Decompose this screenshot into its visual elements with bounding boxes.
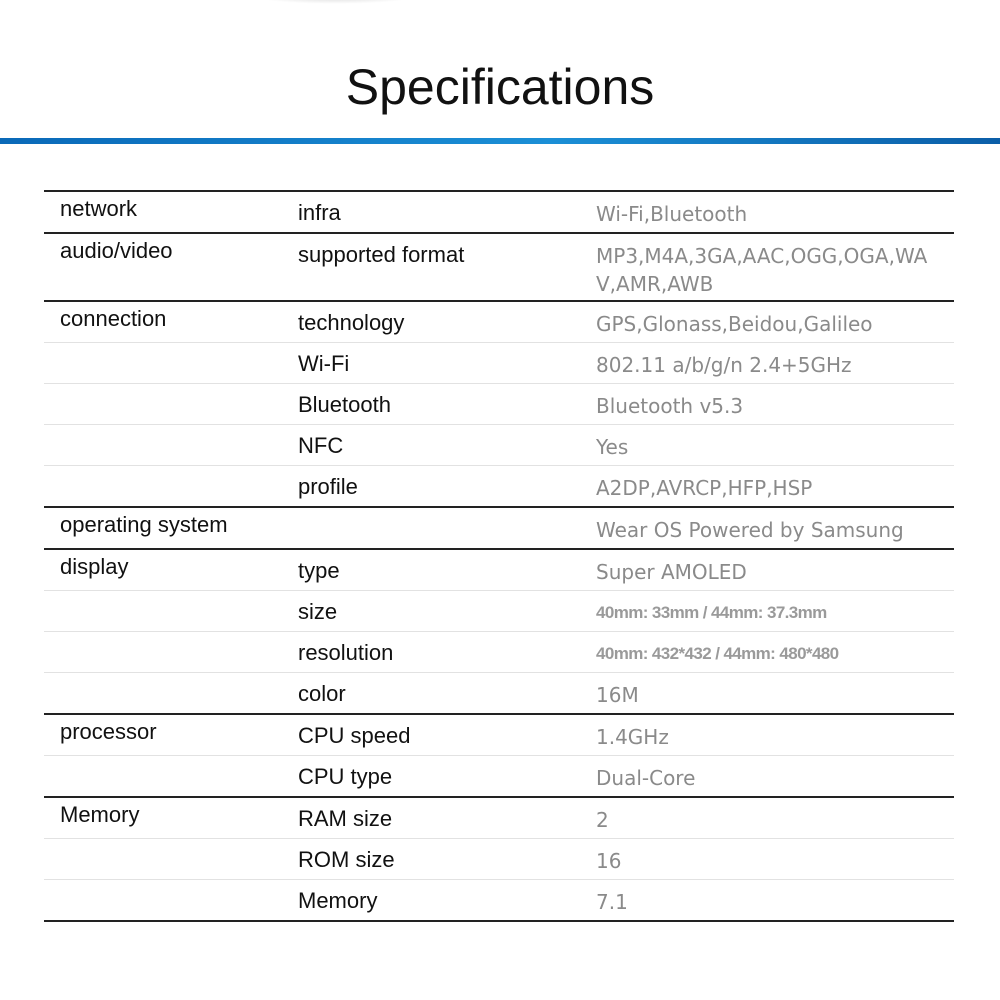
spec-row: [44, 879, 954, 920]
spec-row: [44, 508, 954, 548]
attribute-value: Yes: [596, 435, 629, 459]
attribute-label: NFC: [298, 433, 344, 458]
spec-row: [44, 715, 954, 755]
attribute-value: 7.1: [596, 890, 628, 914]
category-label: display: [60, 554, 129, 579]
spec-row: [44, 590, 954, 631]
spec-group-display: [44, 548, 954, 713]
category-label: network: [60, 196, 138, 221]
attribute-label: profile: [298, 474, 358, 499]
spec-row: [44, 798, 954, 838]
attribute-label: size: [298, 599, 338, 624]
spec-row: [44, 383, 954, 424]
attribute-value: MP3,M4A,3GA,AAC,OGG,OGA,WAV,AMR,AWB: [596, 244, 928, 296]
attribute-label: Memory: [298, 888, 378, 913]
attribute-label: CPU type: [298, 764, 393, 789]
spec-row: [44, 631, 954, 672]
category-label: processor: [60, 719, 157, 744]
spec-group-operating-system: [44, 506, 954, 548]
category-label: Memory: [60, 802, 140, 827]
attribute-value: 802.11 a/b/g/n 2.4+5GHz: [596, 353, 852, 377]
attribute-value: 1.4GHz: [596, 725, 669, 749]
attribute-label: Wi-Fi: [298, 351, 350, 376]
attribute-value: 16M: [596, 683, 639, 707]
spec-row: [44, 302, 954, 342]
spec-row: [44, 465, 954, 506]
attribute-label: Bluetooth: [298, 392, 391, 417]
attribute-label: color: [298, 681, 346, 706]
spec-row: [44, 755, 954, 796]
category-label: connection: [60, 306, 167, 331]
page-title: Specifications: [345, 59, 655, 115]
attribute-value: 40mm: 432*432 / 44mm: 480*480: [596, 644, 839, 663]
attribute-value: 16: [596, 849, 622, 873]
spec-row: [44, 192, 954, 232]
attribute-value: A2DP,AVRCP,HFP,HSP: [596, 476, 813, 500]
attribute-value: Dual-Core: [596, 766, 696, 790]
attribute-label: supported format: [298, 242, 465, 267]
attribute-value: 40mm: 33mm / 44mm: 37.3mm: [596, 603, 827, 622]
spec-row: [44, 234, 954, 300]
spec-group-processor: [44, 713, 954, 796]
spec-group-memory: [44, 796, 954, 922]
attribute-label: infra: [298, 200, 341, 225]
attribute-value: Super AMOLED: [596, 560, 747, 584]
attribute-value: Wi-Fi,Bluetooth: [596, 202, 748, 226]
attribute-label: CPU speed: [298, 723, 411, 748]
attribute-value: GPS,Glonass,Beidou,Galileo: [596, 312, 873, 336]
attribute-label: RAM size: [298, 806, 393, 831]
attribute-label: ROM size: [298, 847, 395, 872]
spec-group-connection: [44, 300, 954, 506]
spec-row: [44, 550, 954, 590]
attribute-value: Bluetooth v5.3: [596, 394, 744, 418]
spec-row: [44, 838, 954, 879]
category-label: operating system: [60, 512, 228, 537]
attribute-value: 2: [596, 808, 609, 832]
attribute-label: type: [298, 558, 340, 583]
title-divider: [0, 138, 1000, 144]
spec-group-audio-video: [44, 232, 954, 300]
spec-row: [44, 342, 954, 383]
attribute-label: resolution: [298, 640, 394, 665]
spec-table: [44, 190, 954, 922]
spec-row: [44, 424, 954, 465]
attribute-label: technology: [298, 310, 405, 335]
spec-group-network: [44, 190, 954, 232]
attribute-value: Wear OS Powered by Samsung: [596, 518, 904, 542]
category-label: audio/video: [60, 238, 173, 263]
top-decoration: [250, 0, 420, 4]
spec-row: [44, 672, 954, 713]
